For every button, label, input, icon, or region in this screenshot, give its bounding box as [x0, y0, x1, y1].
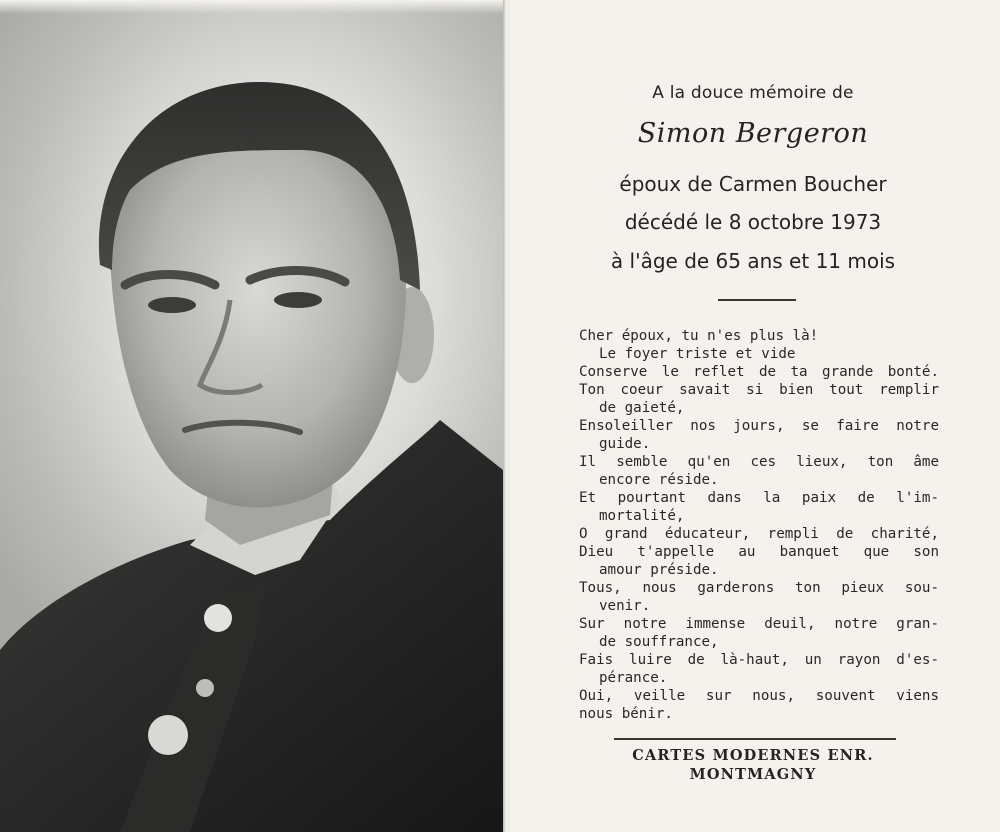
- poem-line: guide.: [599, 436, 651, 452]
- spouse-line: époux de Carmen Boucher: [619, 172, 887, 196]
- poem-line: de souffrance,: [599, 634, 719, 650]
- poem-line: Cher époux, tu n'es plus là!: [579, 328, 819, 344]
- memorial-poem: [579, 327, 939, 723]
- poem-line: Le foyer triste et vide: [599, 346, 796, 362]
- poem-line: Ensoleiller nos jours, se faire notre: [579, 418, 939, 434]
- poem-line: Sur notre immense deuil, notre gran-: [579, 616, 939, 632]
- poem-line: nous bénir.: [579, 706, 673, 722]
- memorial-header: A la douce mémoire de: [652, 83, 854, 103]
- poem-line: Conserve le reflet de ta grande bonté.: [579, 364, 939, 380]
- poem-line: venir.: [599, 598, 651, 614]
- poem-line: Et pourtant dans la paix de l'im-: [579, 490, 939, 506]
- poem-line: mortalité,: [599, 508, 685, 524]
- poem-line: Dieu t'appelle au banquet que son: [579, 544, 939, 560]
- poem-line: Fais luire de là-haut, un rayon d'es-: [579, 652, 939, 668]
- poem-line: pérance.: [599, 670, 668, 686]
- poem-line: O grand éducateur, rempli de charité,: [579, 526, 939, 542]
- printer-rule: [614, 738, 896, 740]
- photo-edge: [0, 0, 503, 14]
- poem-line: de gaieté,: [599, 400, 685, 416]
- poem-line: encore réside.: [599, 472, 719, 488]
- poem-line: Tous, nous garderons ton pieux sou-: [579, 580, 939, 596]
- death-date-line: décédé le 8 octobre 1973: [624, 210, 882, 234]
- poem-line: Oui, veille sur nous, souvent viens: [579, 688, 939, 704]
- poem-line: amour préside.: [599, 562, 719, 578]
- poem-line: Il semble qu'en ces lieux, ton âme: [579, 454, 939, 470]
- printer-city: MONTMAGNY: [689, 766, 817, 783]
- deceased-name: Simon Bergeron: [637, 118, 869, 149]
- age-line: à l'âge de 65 ans et 11 mois: [610, 249, 896, 273]
- poem-line: Ton coeur savait si bien tout remplir: [579, 382, 939, 398]
- divider-rule: [718, 299, 796, 301]
- printer-name: CARTES MODERNES ENR.: [632, 747, 874, 764]
- memorial-card: [506, 0, 1000, 832]
